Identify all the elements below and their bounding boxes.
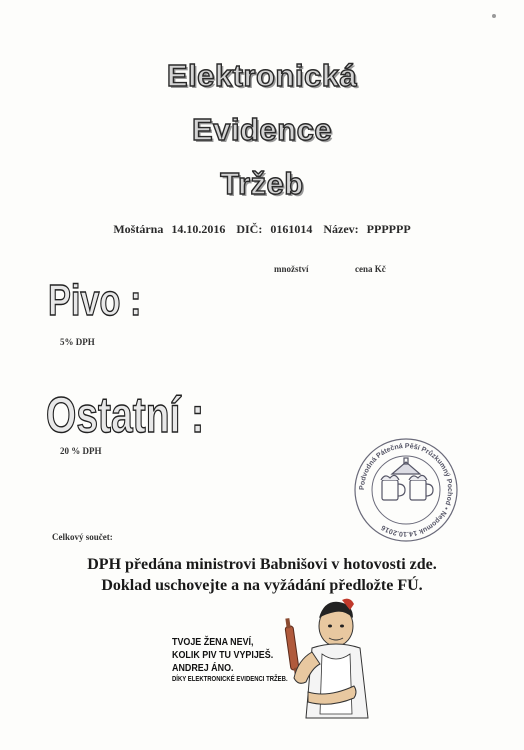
meta-dic-value: 0161014: [270, 222, 313, 236]
slogan-line-1: TVOJE ŽENA NEVÍ,: [172, 636, 254, 648]
other-vat-label: 20 % DPH: [60, 446, 102, 456]
meta-date: 14.10.2016: [171, 222, 226, 236]
slogan-block: [172, 636, 288, 685]
cartoon-figure-icon: [282, 596, 372, 726]
meta-dic-label: DIČ:: [236, 222, 263, 236]
meta-name-value: PPPPPP: [366, 222, 411, 236]
slogan-line-3: ANDREJ ÁNO.: [172, 662, 234, 674]
receipt-meta: [0, 222, 524, 237]
title-line-3: Tržeb: [220, 166, 304, 201]
stamp-text: Podvodná Pátečná Pěší Průzkumný Pochod • Nepomuk 14.10.2016: [358, 442, 454, 538]
svg-text:Podvodná Pátečná Pěší Průzkumn: [359, 443, 453, 537]
beer-stamp-seal: [352, 436, 460, 544]
slogan-line-2: KOLIK PIV TU VYPIJEŠ.: [172, 649, 274, 661]
column-header-price: cena Kč: [355, 264, 386, 274]
total-label: Celkový součet:: [52, 532, 113, 542]
slogan-line-4: DÍKY ELEKTRONICKÉ EVIDENCI TRŽEB.: [172, 676, 288, 683]
meta-place: Moštárna: [113, 222, 164, 236]
title-line-2: Evidence: [191, 112, 333, 147]
paper-mark: [492, 14, 496, 18]
vat-notice-line-2: Doklad uschovejte a na vyžádání předložte FÚ.: [101, 577, 423, 594]
section-beer-heading: Pivo :: [48, 276, 142, 325]
meta-name-label: Název:: [323, 222, 359, 236]
section-other-heading: Ostatní :: [46, 387, 205, 443]
column-header-quantity: množství: [274, 264, 309, 274]
title-line-1: Elektronická: [166, 58, 358, 93]
vat-notice-line-1: DPH předána ministrovi Babnišovi v hotovosti zde.: [87, 556, 437, 573]
beer-vat-label: 5% DPH: [60, 337, 95, 347]
beer-mugs-icon: [381, 458, 433, 500]
